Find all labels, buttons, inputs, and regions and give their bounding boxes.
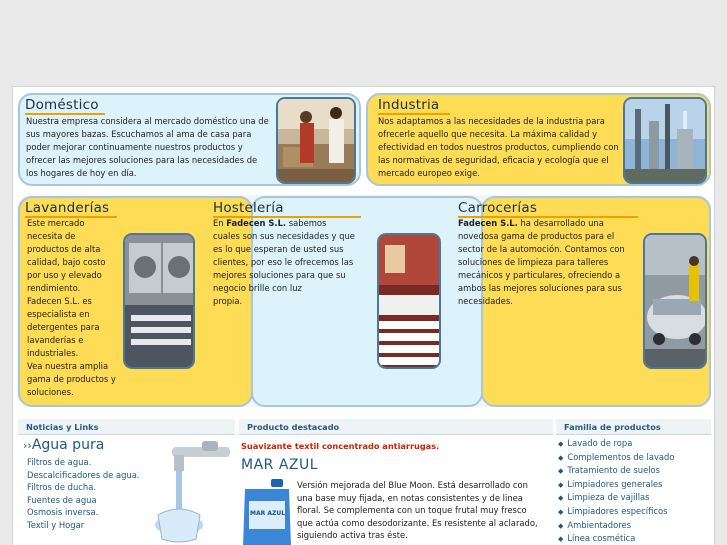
- carrocerias-text-line: mecánicos y particulares, ofreciendo a: [458, 270, 621, 280]
- domestico-photo: [276, 97, 356, 184]
- carrocerias-text-line: necesidades.: [458, 296, 513, 306]
- producto-description: [297, 479, 553, 542]
- lavanderias-text-line: necesita de: [27, 231, 76, 241]
- carrocerias-text: [458, 217, 643, 308]
- bullet-icon: ◆: [558, 467, 564, 476]
- carrocerias-text-line: ha desarrollado una: [520, 218, 604, 228]
- familia-item[interactable]: [558, 478, 711, 492]
- noticias-link[interactable]: Filtros de ducha.: [27, 482, 97, 493]
- industria-photo: [623, 97, 707, 184]
- carrocerias-text-line: sector de la automoción. Contamos con: [458, 244, 625, 254]
- industria-title: Industria: [378, 97, 450, 115]
- hosteleria-photo: [377, 233, 441, 369]
- producto-name[interactable]: MAR AZUL: [241, 457, 319, 473]
- lavanderias-text-line: calidad, bajo costo: [27, 257, 106, 267]
- hosteleria-text-line: es lo que esperan de usted sus: [213, 244, 344, 254]
- carrocerias-panel[interactable]: [458, 196, 711, 407]
- noticias-link[interactable]: Filtros de agua.: [27, 457, 92, 467]
- bullet-icon: ◆: [558, 440, 564, 448]
- familia-item-label: Limpieza de vajillas: [567, 492, 650, 503]
- bullet-icon: ◆: [558, 453, 564, 462]
- familia-item[interactable]: [558, 519, 711, 533]
- bullet-icon: ◆: [558, 521, 564, 530]
- noticias-link[interactable]: Fuentes de agua: [27, 494, 97, 505]
- lavanderias-text-line: Vea nuestra amplia: [27, 361, 109, 371]
- hosteleria-text-line: clientes, por eso le ofrecemos las: [213, 257, 354, 267]
- car-wash-photo-icon: [645, 235, 707, 369]
- agua-pura-label: Agua pura: [31, 437, 105, 453]
- noticias-section: [18, 437, 235, 545]
- lavanderias-text-line: por uso y elevado: [27, 270, 102, 280]
- familia-item[interactable]: [558, 505, 711, 519]
- producto-section: [239, 437, 553, 545]
- bottle-label: MAR AZUL: [250, 510, 286, 517]
- domestico-panel[interactable]: [18, 93, 361, 186]
- producto-tagline[interactable]: Suavizante textil concentrado antiarrugas.: [241, 441, 440, 451]
- lavanderias-text-line: lavanderías e: [27, 335, 84, 345]
- producto-bottle[interactable]: [241, 479, 293, 545]
- factory-photo-icon: [625, 99, 707, 184]
- lavanderias-text-line: gama de productos y: [27, 374, 116, 384]
- noticias-header: Noticias y Links: [18, 419, 235, 435]
- domestico-text: Nuestra empresa considera al mercado doméstico una de sus mayores bazas. Escuchamos al ama de casa para poder mejorar continuamente nuestros productos y ofrecer las mejores soluciones para las necesidades de los hogares de hoy en día.: [26, 116, 269, 178]
- domestico-title: Doméstico: [25, 97, 105, 115]
- carrocerias-text-line: soluciones de limpieza para talleres: [458, 257, 609, 267]
- bullet-icon: ◆: [558, 480, 564, 489]
- hosteleria-text-line: sabemos: [288, 218, 327, 228]
- producto-description-line: floral. Se complementa con un toque frutal muy fresco: [297, 505, 527, 516]
- water-faucet-icon: [152, 441, 238, 545]
- lavanderias-text-line: detergentes para: [27, 322, 100, 332]
- noticias-links-list: [27, 456, 140, 532]
- bullet-icon: ◆: [558, 507, 564, 516]
- lavanderias-text-line: rendimiento.: [27, 283, 81, 293]
- familia-item-label: Ambientadores: [567, 519, 632, 530]
- producto-description-line: una base muy fijada, en notas consistentes y de linea: [297, 492, 523, 503]
- hosteleria-text-line: cuales son sus necesidades y que: [213, 231, 355, 241]
- producto-description-line: Versión mejorada del Blue Moon. Está desarrollado con: [297, 480, 528, 490]
- bullet-icon: ◆: [558, 494, 564, 503]
- agua-pura-prefix: ››: [23, 439, 32, 452]
- producto-description-line: que actúa como desodorizante. Es resistente al aclarado,: [297, 517, 538, 528]
- agua-pura-title[interactable]: [23, 437, 104, 453]
- carrocerias-text-line: ambos las mejores soluciones para sus: [458, 283, 622, 293]
- bullet-icon: ◆: [558, 535, 564, 544]
- familia-item-label: Complementos de lavado: [567, 451, 675, 462]
- hosteleria-text: [213, 217, 373, 308]
- noticias-link[interactable]: Textil y Hogar: [27, 519, 85, 530]
- hosteleria-text-line: propia.: [213, 296, 243, 306]
- lavanderias-text-line: industriales.: [27, 348, 79, 358]
- hosteleria-panel[interactable]: [213, 196, 483, 407]
- hosteleria-title: Hostelería: [213, 200, 361, 218]
- familia-item-label: Tratamiento de suelos: [567, 465, 661, 476]
- lavanderias-title: Lavanderías: [25, 200, 117, 218]
- hosteleria-text-line: negocio brille con luz: [213, 283, 302, 293]
- lavanderias-text-line: soluciones.: [27, 387, 74, 397]
- hosteleria-text-line: mejores soluciones para que su: [213, 270, 346, 280]
- noticias-link[interactable]: Descalcificadores de agua.: [27, 469, 140, 480]
- familia-item[interactable]: [558, 491, 711, 505]
- page-container: [12, 86, 715, 545]
- carrocerias-title: Carrocerías: [458, 200, 638, 218]
- familia-item[interactable]: [558, 464, 711, 478]
- lavanderias-text-line: especialista en: [27, 309, 90, 319]
- producto-description-line: siguiendo activa tras éste.: [297, 530, 408, 541]
- lavanderias-text-line: Este mercado: [27, 218, 85, 228]
- hosteleria-text-pre: En: [213, 218, 224, 228]
- carrocerias-text-line: novedosa gama de productos para el: [458, 231, 615, 241]
- carrocerias-body: [458, 218, 643, 308]
- lavanderias-text-line: productos de alta: [27, 244, 101, 254]
- producto-header: Producto destacado: [239, 419, 553, 435]
- lavanderias-text-line: Fadecen S.L. es: [27, 296, 92, 306]
- hosteleria-body: [213, 218, 373, 308]
- laundry-photo-icon: [125, 235, 195, 369]
- familia-item[interactable]: [558, 437, 711, 451]
- noticias-link[interactable]: Osmosis inversa.: [27, 507, 99, 518]
- hosteleria-company: Fadecen S.L.: [226, 218, 287, 228]
- industria-text: Nos adaptamos a las necesidades de la industria para ofrecerle aquello que necesita. La máxima calidad y efectividad en todos nuestros productos, cumpliendo con las normativas de seguridad, eficacia y ecología que el mercado europeo exige.: [378, 116, 619, 178]
- kitchen-photo-icon: [278, 99, 356, 184]
- lavanderias-text: [27, 217, 137, 399]
- familia-header: Familia de productos: [556, 419, 711, 435]
- familia-item[interactable]: [558, 451, 711, 465]
- familia-item[interactable]: [558, 532, 711, 545]
- carrocerias-photo: [643, 233, 707, 369]
- familia-item-label: Limpiadores específicos: [567, 505, 668, 516]
- lavanderias-photo: [123, 233, 195, 369]
- industria-panel[interactable]: [366, 93, 711, 186]
- familia-list: [556, 437, 711, 545]
- hotel-towels-photo-icon: [379, 235, 441, 369]
- familia-item-label: Lavado de ropa: [567, 438, 633, 448]
- carrocerias-company: Fadecen S.L.: [458, 218, 518, 228]
- familia-item-label: Limpiadores generales: [567, 478, 663, 489]
- familia-item-label: Línea cosmética: [567, 533, 636, 544]
